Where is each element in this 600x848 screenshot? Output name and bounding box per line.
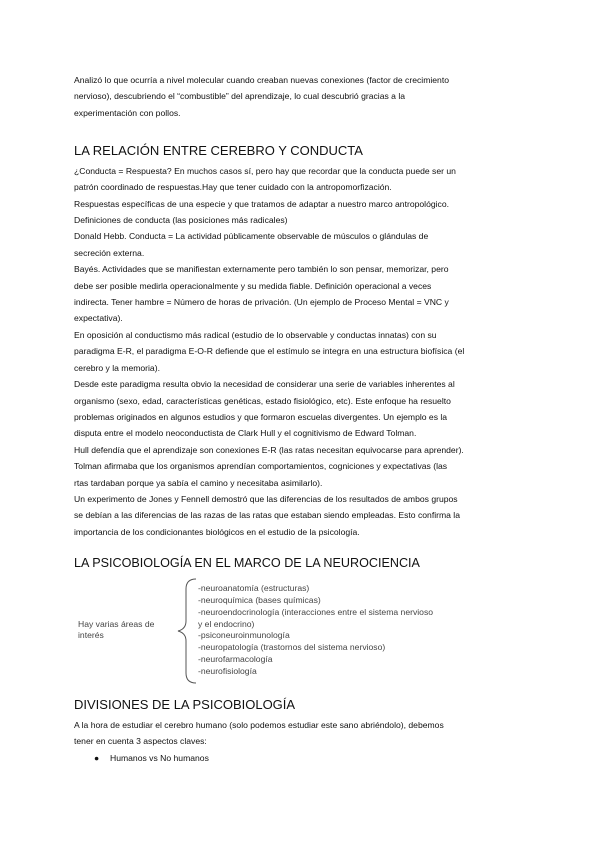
intro-line: nervioso), descubriendo el “combustible” del aprendizaje, lo cual descubrió gracias a la — [74, 91, 406, 102]
section-body-cerebro-conducta — [74, 163, 534, 540]
body-line: Tolman afirmaba que los organismos aprendían comportamientos, cogniciones y expectativas (las — [74, 461, 448, 472]
areas-diagram — [74, 577, 534, 685]
body-line: expectativa). — [74, 313, 123, 324]
areas-list — [198, 583, 433, 677]
list-item: y el endocrino) — [198, 618, 255, 629]
body-line: Bayés. Actividades que se manifiestan externamente pero también lo son pensar, memorizar, pero — [74, 264, 449, 275]
list-item — [94, 750, 534, 766]
body-line: ¿Conducta = Respuesta? En muchos casos sí, pero hay que recordar que la conducta puede ser un — [74, 165, 456, 176]
body-line: A la hora de estudiar el cerebro humano (solo podemos estudiar este sano abriéndolo), debemos — [74, 719, 444, 730]
section-body-divisiones — [74, 717, 534, 750]
intro-line: experimentación con pollos. — [74, 107, 181, 118]
list-item: -neuroquímica (bases químicas) — [198, 595, 321, 606]
body-line: Definiciones de conducta (las posiciones más radicales) — [74, 215, 288, 226]
body-line: Un experimento de Jones y Fennell demostró que las diferencias de los resultados de ambos grupos — [74, 493, 458, 504]
curly-brace-icon — [174, 577, 198, 685]
body-line: Respuestas específicas de una especie y que tratamos de adaptar a nuestro marco antropológico. — [74, 198, 450, 209]
section-heading-psicobiologia-neurociencia: LA PSICOBIOLOGÍA EN EL MARCO DE LA NEUROCIENCIA — [74, 556, 420, 571]
body-line: Desde este paradigma resulta obvio la necesidad de considerar una serie de variables inherentes al — [74, 379, 455, 390]
body-line: Donald Hebb. Conducta = La actividad públicamente observable de músculos o glándulas de — [74, 231, 429, 242]
intro-paragraph — [74, 72, 534, 121]
list-item: -psiconeuroinmunología — [198, 630, 290, 641]
body-line: indirecta. Tener hambre = Número de horas de privación. (Un ejemplo de Proceso Mental = VNC y — [74, 297, 449, 308]
body-line: En oposición al conductismo más radical (estudio de lo observable y conductas innatas) con su — [74, 329, 437, 340]
list-item: -neuroanatomía (estructuras) — [198, 583, 310, 594]
body-line: paradigma E-R, el paradigma E-O-R defiende que el estímulo se integra en una estructura biofísica (el — [74, 346, 465, 357]
list-item: -neuropatología (trastornos del sistema nervioso) — [198, 642, 386, 653]
body-line: problemas originados en algunos estudios y que formaron escuelas divergentes. Un ejemplo es la — [74, 411, 448, 422]
body-line: importancia de los condicionantes biológicos en el estudio de la psicología. — [74, 526, 360, 537]
list-item: -neurofarmacología — [198, 654, 273, 665]
body-line: disputa entre el modelo neoconductista de Clark Hull y el cognitivismo de Edward Tolman. — [74, 428, 417, 439]
bullet-icon: ● — [94, 752, 100, 763]
section-heading-divisiones: DIVISIONES DE LA PSICOBIOLOGÍA — [74, 697, 296, 713]
bullet-text: Humanos vs No humanos — [110, 752, 209, 763]
document-page — [74, 72, 534, 766]
body-line: cerebro y la memoria). — [74, 362, 160, 373]
body-line: organismo (sexo, edad, características genéticas, estado fisiológico, etc). Este enfoque ha resuelto — [74, 395, 451, 406]
list-item: -neurofisiología — [198, 665, 257, 676]
body-line: debe ser posible medirla operacionalmente y su medida fiable. Definición operacional a veces — [74, 280, 432, 291]
section-heading-cerebro-conducta: LA RELACIÓN ENTRE CEREBRO Y CONDUCTA — [74, 143, 363, 159]
body-line: tener en cuenta 3 aspectos claves: — [74, 736, 207, 747]
body-line: se debían a las diferencias de las razas de las ratas que estaban siendo empleadas. Esto confirma la — [74, 510, 460, 521]
body-line: Hull defendía que el aprendizaje son conexiones E-R (las ratas necesitan equivocarse para aprender). — [74, 444, 464, 455]
body-line: rtas tardaban porque ya sabía el camino y necesitaba asimilarlo). — [74, 477, 323, 488]
intro-line: Analizó lo que ocurría a nivel molecular cuando creaban nuevas conexiones (factor de crecimiento — [74, 75, 449, 85]
body-line: patrón coordinado de respuestas.Hay que tener cuidado con la antropomorfización. — [74, 182, 392, 193]
body-line: secreción externa. — [74, 247, 145, 258]
bullet-list — [74, 750, 534, 766]
list-item: -neuroendocrinología (interacciones entre el sistema nervioso — [198, 606, 434, 617]
diagram-label: Hay varias áreas de interés — [78, 619, 155, 641]
